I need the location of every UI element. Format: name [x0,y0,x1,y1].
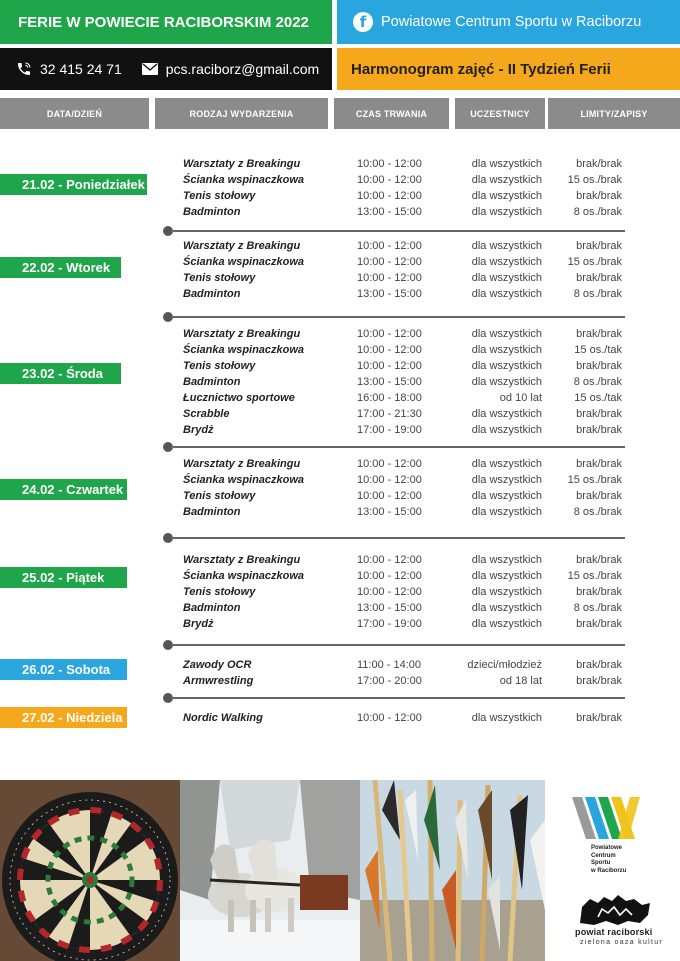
event-name: Armwrestling [183,675,254,687]
event-name: Badminton [183,506,241,518]
day-label-thursday: 24.02 - Czwartek [0,479,127,500]
event-name: Warsztaty z Breakingu [183,554,301,566]
day-label-sunday: 27.02 - Niedziela [0,707,127,728]
powiat-map-icon [578,893,652,927]
event-time: 13:00 - 15:00 [357,376,422,388]
email-icon [142,63,158,75]
phone-icon [16,61,32,77]
event-participants: dla wszystkich [471,272,542,284]
event-time: 17:00 - 19:00 [357,424,422,436]
event-limit: brak/brak [576,675,622,687]
column-header-time: CZAS TRWANIA [334,98,449,129]
event-time: 17:00 - 21:30 [357,408,422,420]
table-row [0,673,680,689]
day-separator [163,640,625,651]
table-row [0,188,680,204]
event-time: 10:00 - 12:00 [357,190,422,202]
table-row [0,390,680,406]
powiat-name: powiat raciborski [575,927,653,937]
email-address: pcs.raciborz@gmail.com [165,61,320,77]
event-time: 10:00 - 12:00 [357,174,422,186]
event-time: 10:00 - 12:00 [357,586,422,598]
powiat-logo [578,893,652,927]
event-limit: 8 os./brak [573,206,622,218]
event-participants: dla wszystkich [471,288,542,300]
event-limit: 15 os./tak [574,392,622,404]
schedule-subtitle: Harmonogram zajęć - II Tydzień Ferii [337,48,680,90]
event-limit: brak/brak [576,659,622,671]
column-header-date: DATA/DZIEŃ [0,98,149,129]
table-row [0,172,680,188]
event-time: 17:00 - 20:00 [357,675,422,687]
event-name: Nordic Walking [183,712,263,724]
arrows-photo [360,780,545,961]
event-limit: brak/brak [576,490,622,502]
event-time: 10:00 - 12:00 [357,474,422,486]
column-header-participants: UCZESTNICY [455,98,545,129]
event-limit: brak/brak [576,586,622,598]
day-separator [163,226,625,237]
event-limit: brak/brak [576,712,622,724]
event-time: 10:00 - 12:00 [357,712,422,724]
event-time: 10:00 - 12:00 [357,458,422,470]
event-limit: brak/brak [576,240,622,252]
event-name: Scrabble [183,408,230,420]
table-row [0,204,680,220]
event-time: 11:00 - 14:00 [357,659,422,671]
table-row [0,374,680,390]
pcs-logo-icon [572,797,644,845]
event-limit: 15 os./brak [567,570,622,582]
event-limit: brak/brak [576,618,622,630]
event-name: Warsztaty z Breakingu [183,158,301,170]
event-name: Warsztaty z Breakingu [183,458,301,470]
event-limit: 15 os./brak [567,174,622,186]
column-header-limits: LIMITY/ZAPISY [548,98,680,129]
facebook-icon: f [353,12,373,32]
event-limit: 15 os./brak [567,474,622,486]
table-row [0,238,680,254]
table-row [0,568,680,584]
day-label-saturday: 26.02 - Sobota [0,659,127,680]
table-row [0,472,680,488]
event-time: 10:00 - 12:00 [357,360,422,372]
event-name: Ścianka wspinaczkowa [183,344,305,356]
table-row [0,156,680,172]
event-name: Ścianka wspinaczkowa [183,570,305,582]
table-row [0,456,680,472]
table-row [0,406,680,422]
day-label-friday: 25.02 - Piątek [0,567,127,588]
event-participants: dzieci/młodzież [467,659,542,671]
event-time: 10:00 - 12:00 [357,328,422,340]
table-row [0,286,680,302]
email-contact[interactable] [142,61,319,77]
event-participants: dla wszystkich [471,206,542,218]
event-time: 13:00 - 15:00 [357,288,422,300]
day-separator [163,533,625,544]
event-name: Tenis stołowy [183,586,256,598]
event-name: Badminton [183,288,241,300]
table-row [0,422,680,438]
event-limit: 15 os./brak [567,256,622,268]
event-participants: od 18 lat [499,675,542,687]
event-time: 10:00 - 12:00 [357,240,422,252]
event-participants: dla wszystkich [471,554,542,566]
event-name: Badminton [183,206,241,218]
event-limit: 8 os./brak [573,376,622,388]
table-row [0,342,680,358]
event-limit: brak/brak [576,554,622,566]
phone-contact[interactable] [16,61,122,77]
event-participants: dla wszystkich [471,328,542,340]
event-name: Tenis stołowy [183,360,256,372]
table-row [0,358,680,374]
day-separator [163,693,625,704]
dartboard-photo [0,780,180,961]
table-row [0,600,680,616]
table-row [0,657,680,673]
event-limit: 15 os./tak [574,344,622,356]
event-participants: dla wszystkich [471,190,542,202]
event-name: Łucznictwo sportowe [183,392,295,404]
event-time: 13:00 - 15:00 [357,602,422,614]
event-name: Warsztaty z Breakingu [183,328,301,340]
event-participants: dla wszystkich [471,506,542,518]
table-row [0,326,680,342]
event-participants: dla wszystkich [471,490,542,502]
event-limit: brak/brak [576,360,622,372]
table-row [0,616,680,632]
table-row [0,270,680,286]
event-name: Badminton [183,602,241,614]
table-row [0,504,680,520]
poster-title: FERIE W POWIECIE RACIBORSKIM 2022 [0,0,332,44]
phone-number: 32 415 24 71 [40,61,122,77]
event-name: Tenis stołowy [183,272,256,284]
pcs-logo-text: Powiatowe Centrum Sportu w Raciborzu [591,845,627,874]
day-label-tuesday: 22.02 - Wtorek [0,257,121,278]
event-time: 13:00 - 15:00 [357,206,422,218]
event-participants: dla wszystkich [471,712,542,724]
table-row [0,254,680,270]
event-limit: brak/brak [576,328,622,340]
event-participants: dla wszystkich [471,618,542,630]
column-header-event: RODZAJ WYDARZENIA [155,98,328,129]
event-name: Badminton [183,376,241,388]
event-participants: dla wszystkich [471,458,542,470]
day-separator [163,312,625,323]
event-limit: brak/brak [576,272,622,284]
event-participants: dla wszystkich [471,360,542,372]
event-limit: 8 os./brak [573,602,622,614]
event-participants: dla wszystkich [471,602,542,614]
event-participants: dla wszystkich [471,174,542,186]
table-row [0,710,680,726]
event-participants: dla wszystkich [471,408,542,420]
event-participants: dla wszystkich [471,240,542,252]
event-limit: 8 os./brak [573,288,622,300]
event-time: 13:00 - 15:00 [357,506,422,518]
day-label-monday: 21.02 - Poniedziałek [0,174,147,195]
event-participants: dla wszystkich [471,376,542,388]
event-limit: brak/brak [576,190,622,202]
event-time: 10:00 - 12:00 [357,256,422,268]
event-name: Warsztaty z Breakingu [183,240,301,252]
horse-sleigh-photo [180,780,360,961]
table-row [0,488,680,504]
event-name: Brydż [183,618,214,630]
event-participants: od 10 lat [499,392,542,404]
event-time: 10:00 - 12:00 [357,344,422,356]
facebook-bar[interactable] [337,0,680,44]
event-participants: dla wszystkich [471,424,542,436]
event-name: Tenis stołowy [183,490,256,502]
event-participants: dla wszystkich [471,570,542,582]
table-row [0,552,680,568]
event-participants: dla wszystkich [471,158,542,170]
event-time: 17:00 - 19:00 [357,618,422,630]
event-name: Ścianka wspinaczkowa [183,474,305,486]
event-time: 10:00 - 12:00 [357,570,422,582]
event-participants: dla wszystkich [471,344,542,356]
contact-bar [0,48,332,90]
event-time: 10:00 - 12:00 [357,490,422,502]
event-limit: brak/brak [576,424,622,436]
event-time: 10:00 - 12:00 [357,158,422,170]
table-row [0,584,680,600]
day-separator [163,442,625,453]
event-name: Tenis stołowy [183,190,256,202]
event-name: Ścianka wspinaczkowa [183,174,305,186]
event-limit: brak/brak [576,458,622,470]
event-participants: dla wszystkich [471,474,542,486]
event-name: Ścianka wspinaczkowa [183,256,305,268]
event-time: 10:00 - 12:00 [357,554,422,566]
event-participants: dla wszystkich [471,256,542,268]
event-limit: 8 os./brak [573,506,622,518]
facebook-page-name: Powiatowe Centrum Sportu w Raciborzu [381,14,642,30]
event-time: 10:00 - 12:00 [357,272,422,284]
event-name: Brydż [183,424,214,436]
event-limit: brak/brak [576,408,622,420]
day-label-wednesday: 23.02 - Środa [0,363,121,384]
event-name: Zawody OCR [183,659,252,671]
event-participants: dla wszystkich [471,586,542,598]
event-limit: brak/brak [576,158,622,170]
powiat-tagline: zielona oaza kultur [580,939,664,946]
photo-strip [0,780,545,961]
event-time: 16:00 - 18:00 [357,392,422,404]
